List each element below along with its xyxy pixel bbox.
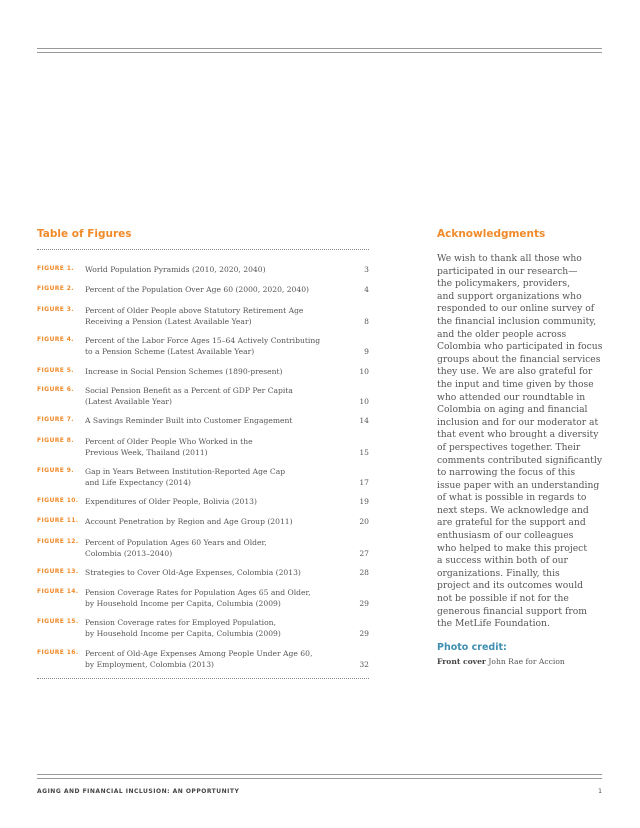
photo-credit-text: John Rae for Accion bbox=[485, 657, 565, 666]
figure-title: Pension Coverage rates for Employed Population, by Household Income per Capita, Columbia (2009) bbox=[85, 618, 281, 638]
page-number: 1 bbox=[598, 788, 602, 795]
figure-page-number: 29 bbox=[359, 629, 369, 638]
figure-label: FIGURE 5. bbox=[37, 367, 74, 374]
figure-label: FIGURE 12. bbox=[37, 538, 79, 545]
figure-page-number: 10 bbox=[359, 397, 369, 406]
figure-page-number: 4 bbox=[364, 285, 369, 294]
figure-label: FIGURE 7. bbox=[37, 416, 74, 423]
figure-page-number: 3 bbox=[364, 265, 369, 274]
figure-label: FIGURE 11. bbox=[37, 517, 79, 524]
figure-label: FIGURE 9. bbox=[37, 467, 74, 474]
figure-label: FIGURE 3. bbox=[37, 306, 74, 313]
figure-page-number: 32 bbox=[359, 660, 369, 669]
photo-credit-title: Photo credit: bbox=[437, 642, 507, 653]
figure-title: Expenditures of Older People, Bolivia (2013) bbox=[85, 497, 257, 506]
figure-label: FIGURE 6. bbox=[37, 386, 74, 393]
top-divider bbox=[37, 48, 602, 53]
dotted-divider-bottom bbox=[37, 678, 369, 679]
figure-title: Gap in Years Between Institution-Reported Age Cap and Life Expectancy (2014) bbox=[85, 467, 286, 487]
figure-page-number: 29 bbox=[359, 599, 369, 608]
acknowledgments-title: Acknowledgments bbox=[437, 228, 546, 240]
acknowledgments-body: We wish to thank all those who participated in our research— the policymakers, providers, and support organizations who responded to our online survey of the financial inclusion community, and the older people across Colombia who participated in focus groups about the financial services they use. We are also grateful for the input and time given by those who attended our roundtable in Colombia on aging and financial inclusion and for our moderator at that event who brought a diversity of perspectives together. Their comments contributed significantly to narrowing the focus of this issue paper with an understanding of what is possible in regards to next steps. We acknowledge and are grateful for the support and enthusiasm of our colleagues who helped to make this project a success within both of our organizations. Finally, this project and its outcomes would not be possible if not for the generous financial support from the MetLife Foundation. bbox=[437, 253, 603, 630]
figure-title: Social Pension Benefit as a Percent of GDP Per Capita (Latest Available Year) bbox=[85, 386, 293, 406]
figure-label: FIGURE 16. bbox=[37, 649, 79, 656]
figure-page-number: 20 bbox=[359, 517, 369, 526]
bottom-divider bbox=[37, 774, 602, 779]
figure-title: Percent of Population Ages 60 Years and Older, Colombia (2013–2040) bbox=[85, 538, 267, 558]
figure-title: Percent of Older People Who Worked in the Previous Week, Thailand (2011) bbox=[85, 437, 253, 457]
figure-page-number: 14 bbox=[359, 416, 369, 425]
figure-title: Percent of the Labor Force Ages 15–64 Actively Contributing to a Pension Scheme (Latest Available Year) bbox=[85, 336, 321, 356]
figure-title: Percent of Older People above Statutory Retirement Age Receiving a Pension (Latest Available Year) bbox=[85, 306, 304, 326]
figure-title: World Population Pyramids (2010, 2020, 2040) bbox=[85, 265, 266, 274]
figure-label: FIGURE 1. bbox=[37, 265, 74, 272]
figure-page-number: 8 bbox=[364, 317, 369, 326]
figure-label: FIGURE 8. bbox=[37, 437, 74, 444]
figure-page-number: 28 bbox=[359, 568, 369, 577]
figure-title: Pension Coverage Rates for Population Ages 65 and Older, by Household Income per Capita, Columbia (2009) bbox=[85, 588, 311, 608]
figure-label: FIGURE 10. bbox=[37, 497, 79, 504]
figure-label: FIGURE 2. bbox=[37, 285, 74, 292]
figure-page-number: 19 bbox=[359, 497, 369, 506]
figure-page-number: 27 bbox=[359, 549, 369, 558]
figure-label: FIGURE 15. bbox=[37, 618, 79, 625]
figure-label: FIGURE 13. bbox=[37, 568, 79, 575]
figure-title: Percent of Old-Age Expenses Among People Under Age 60, by Employment, Colombia (2013) bbox=[85, 649, 313, 669]
photo-credit-label: Front cover bbox=[437, 657, 486, 666]
figure-title: Percent of the Population Over Age 60 (2000, 2020, 2040) bbox=[85, 285, 310, 294]
table-of-figures-title: Table of Figures bbox=[37, 228, 132, 240]
figure-title: A Savings Reminder Built into Customer Engagement bbox=[85, 416, 293, 425]
figure-page-number: 9 bbox=[364, 347, 369, 356]
figure-title: Strategies to Cover Old-Age Expenses, Colombia (2013) bbox=[85, 568, 301, 577]
figure-page-number: 15 bbox=[359, 448, 369, 457]
figure-page-number: 17 bbox=[359, 478, 369, 487]
figure-label: FIGURE 14. bbox=[37, 588, 79, 595]
dotted-divider-top bbox=[37, 249, 369, 250]
figure-title: Increase in Social Pension Schemes (1890-present) bbox=[85, 367, 283, 376]
footer-title: AGING AND FINANCIAL INCLUSION: AN OPPORTUNITY bbox=[37, 788, 240, 795]
photo-credit-line bbox=[437, 657, 565, 666]
figure-title: Account Penetration by Region and Age Group (2011) bbox=[85, 517, 293, 526]
figure-label: FIGURE 4. bbox=[37, 336, 74, 343]
figure-page-number: 10 bbox=[359, 367, 369, 376]
